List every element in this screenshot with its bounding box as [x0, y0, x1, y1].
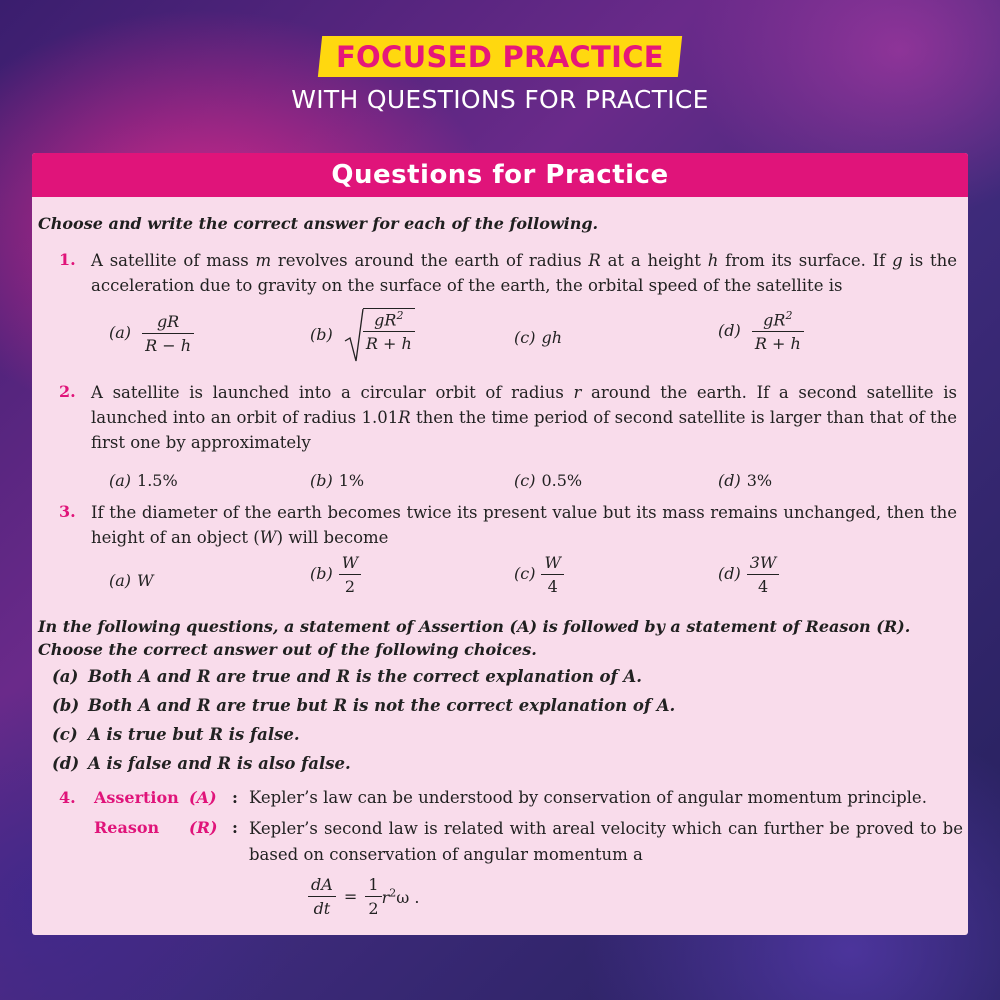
q1-option-d[interactable]: (d) $\frac{gR^2}{R + h}$ — [718, 309, 804, 353]
q2-option-c[interactable]: (c) 0.5% — [514, 471, 583, 490]
question-number: 4. — [59, 788, 76, 807]
question-text: A satellite is launched into a circular orbit of radius r around the earth. If a second satellite is launched into an orbit of radius 1.01R then the time period of second satellite is larger than that of the first one by approximately — [91, 383, 957, 452]
q3-option-b[interactable]: (b) $\frac{W}{2}$ — [310, 553, 361, 596]
q2-option-b[interactable]: (b) 1% — [310, 471, 365, 490]
focused-practice-banner: FOCUSED PRACTICE — [318, 36, 682, 77]
assertion-symbol: (A) — [189, 788, 217, 807]
q1-option-c[interactable]: (c) gh — [514, 328, 562, 347]
questions-panel — [32, 153, 968, 935]
fraction: $\frac{gR^2}{R + h}$ — [363, 309, 415, 353]
assertion-reason-instruction: In the following questions, a statement of Assertion (A) is followed by a statement of Reason (R). Choose the correct answer out of the following choices. — [38, 617, 911, 659]
ar-choice-d: (d) A is false and R is also false. — [52, 754, 351, 773]
square-root-icon — [344, 307, 364, 363]
ar-choice-a: (a) Both A and R are true and R is the correct explanation of A. — [52, 667, 642, 686]
fraction: $\frac{3W}{4}$ — [747, 553, 780, 596]
question-number: 1. — [59, 250, 76, 269]
reason-text: Kepler’s second law is related with areal velocity which can further be proved to be based on conservation of angular momentum a — [249, 819, 963, 864]
ar-choice-c: (c) A is true but R is false. — [52, 725, 300, 744]
q1-option-a[interactable]: (a) $\frac{gR}{R - h}$ — [109, 312, 194, 355]
assertion-label: Assertion — [94, 788, 179, 807]
header-subtitle: WITH QUESTIONS FOR PRACTICE — [291, 85, 709, 114]
q3-option-c[interactable]: (c) $\frac{W}{4}$ — [514, 553, 564, 596]
q2-option-d[interactable]: (d) 3% — [718, 471, 773, 490]
question-number: 2. — [59, 382, 76, 401]
fraction: $\frac{W}{2}$ — [339, 553, 361, 596]
q2-option-a[interactable]: (a) 1.5% — [109, 471, 178, 490]
question-number: 3. — [59, 502, 76, 521]
reason-label: Reason — [94, 818, 160, 837]
q3-option-d[interactable]: (d) $\frac{3W}{4}$ — [718, 553, 779, 596]
header — [0, 36, 1000, 114]
reason-symbol: (R) — [189, 818, 218, 837]
assertion-text: Kepler’s law can be understood by conservation of angular momentum principle. — [249, 788, 927, 807]
radicand — [363, 308, 415, 353]
fraction: $\frac{gR}{R - h}$ — [142, 312, 194, 355]
fraction: $\frac{gR^2}{R + h}$ — [752, 309, 804, 353]
q1-option-b[interactable]: (b) $\frac{gR^2}{R + h}$ — [310, 307, 415, 363]
fraction: $\frac{dA}{dt}$ — [308, 875, 336, 918]
fraction: $\frac{W}{4}$ — [541, 553, 563, 596]
question-text: A satellite of mass m revolves around the earth of radius R at a height h from its surface. If g is the acceleration due to gravity on the surface of the earth, the orbital speed of the satellite is — [91, 251, 957, 295]
mcq-instruction: Choose and write the correct answer for each of the following. — [38, 214, 599, 233]
panel-title: Questions for Practice — [32, 153, 968, 197]
ar-choice-b: (b) Both A and R are true but R is not the correct explanation of A. — [52, 696, 676, 715]
assertion-colon: : — [232, 788, 238, 807]
question-text: If the diameter of the earth becomes twice its present value but its mass remains unchanged, then the height of an object (W) will become — [91, 503, 957, 547]
areal-velocity-equation: $\frac{dA}{dt}$ = $\frac{1}{2}$ $r^2\omega$ . — [308, 875, 419, 918]
q3-option-a[interactable]: (a) W — [109, 571, 154, 590]
fraction: $\frac{1}{2}$ — [365, 875, 381, 918]
reason-colon: : — [232, 818, 238, 837]
